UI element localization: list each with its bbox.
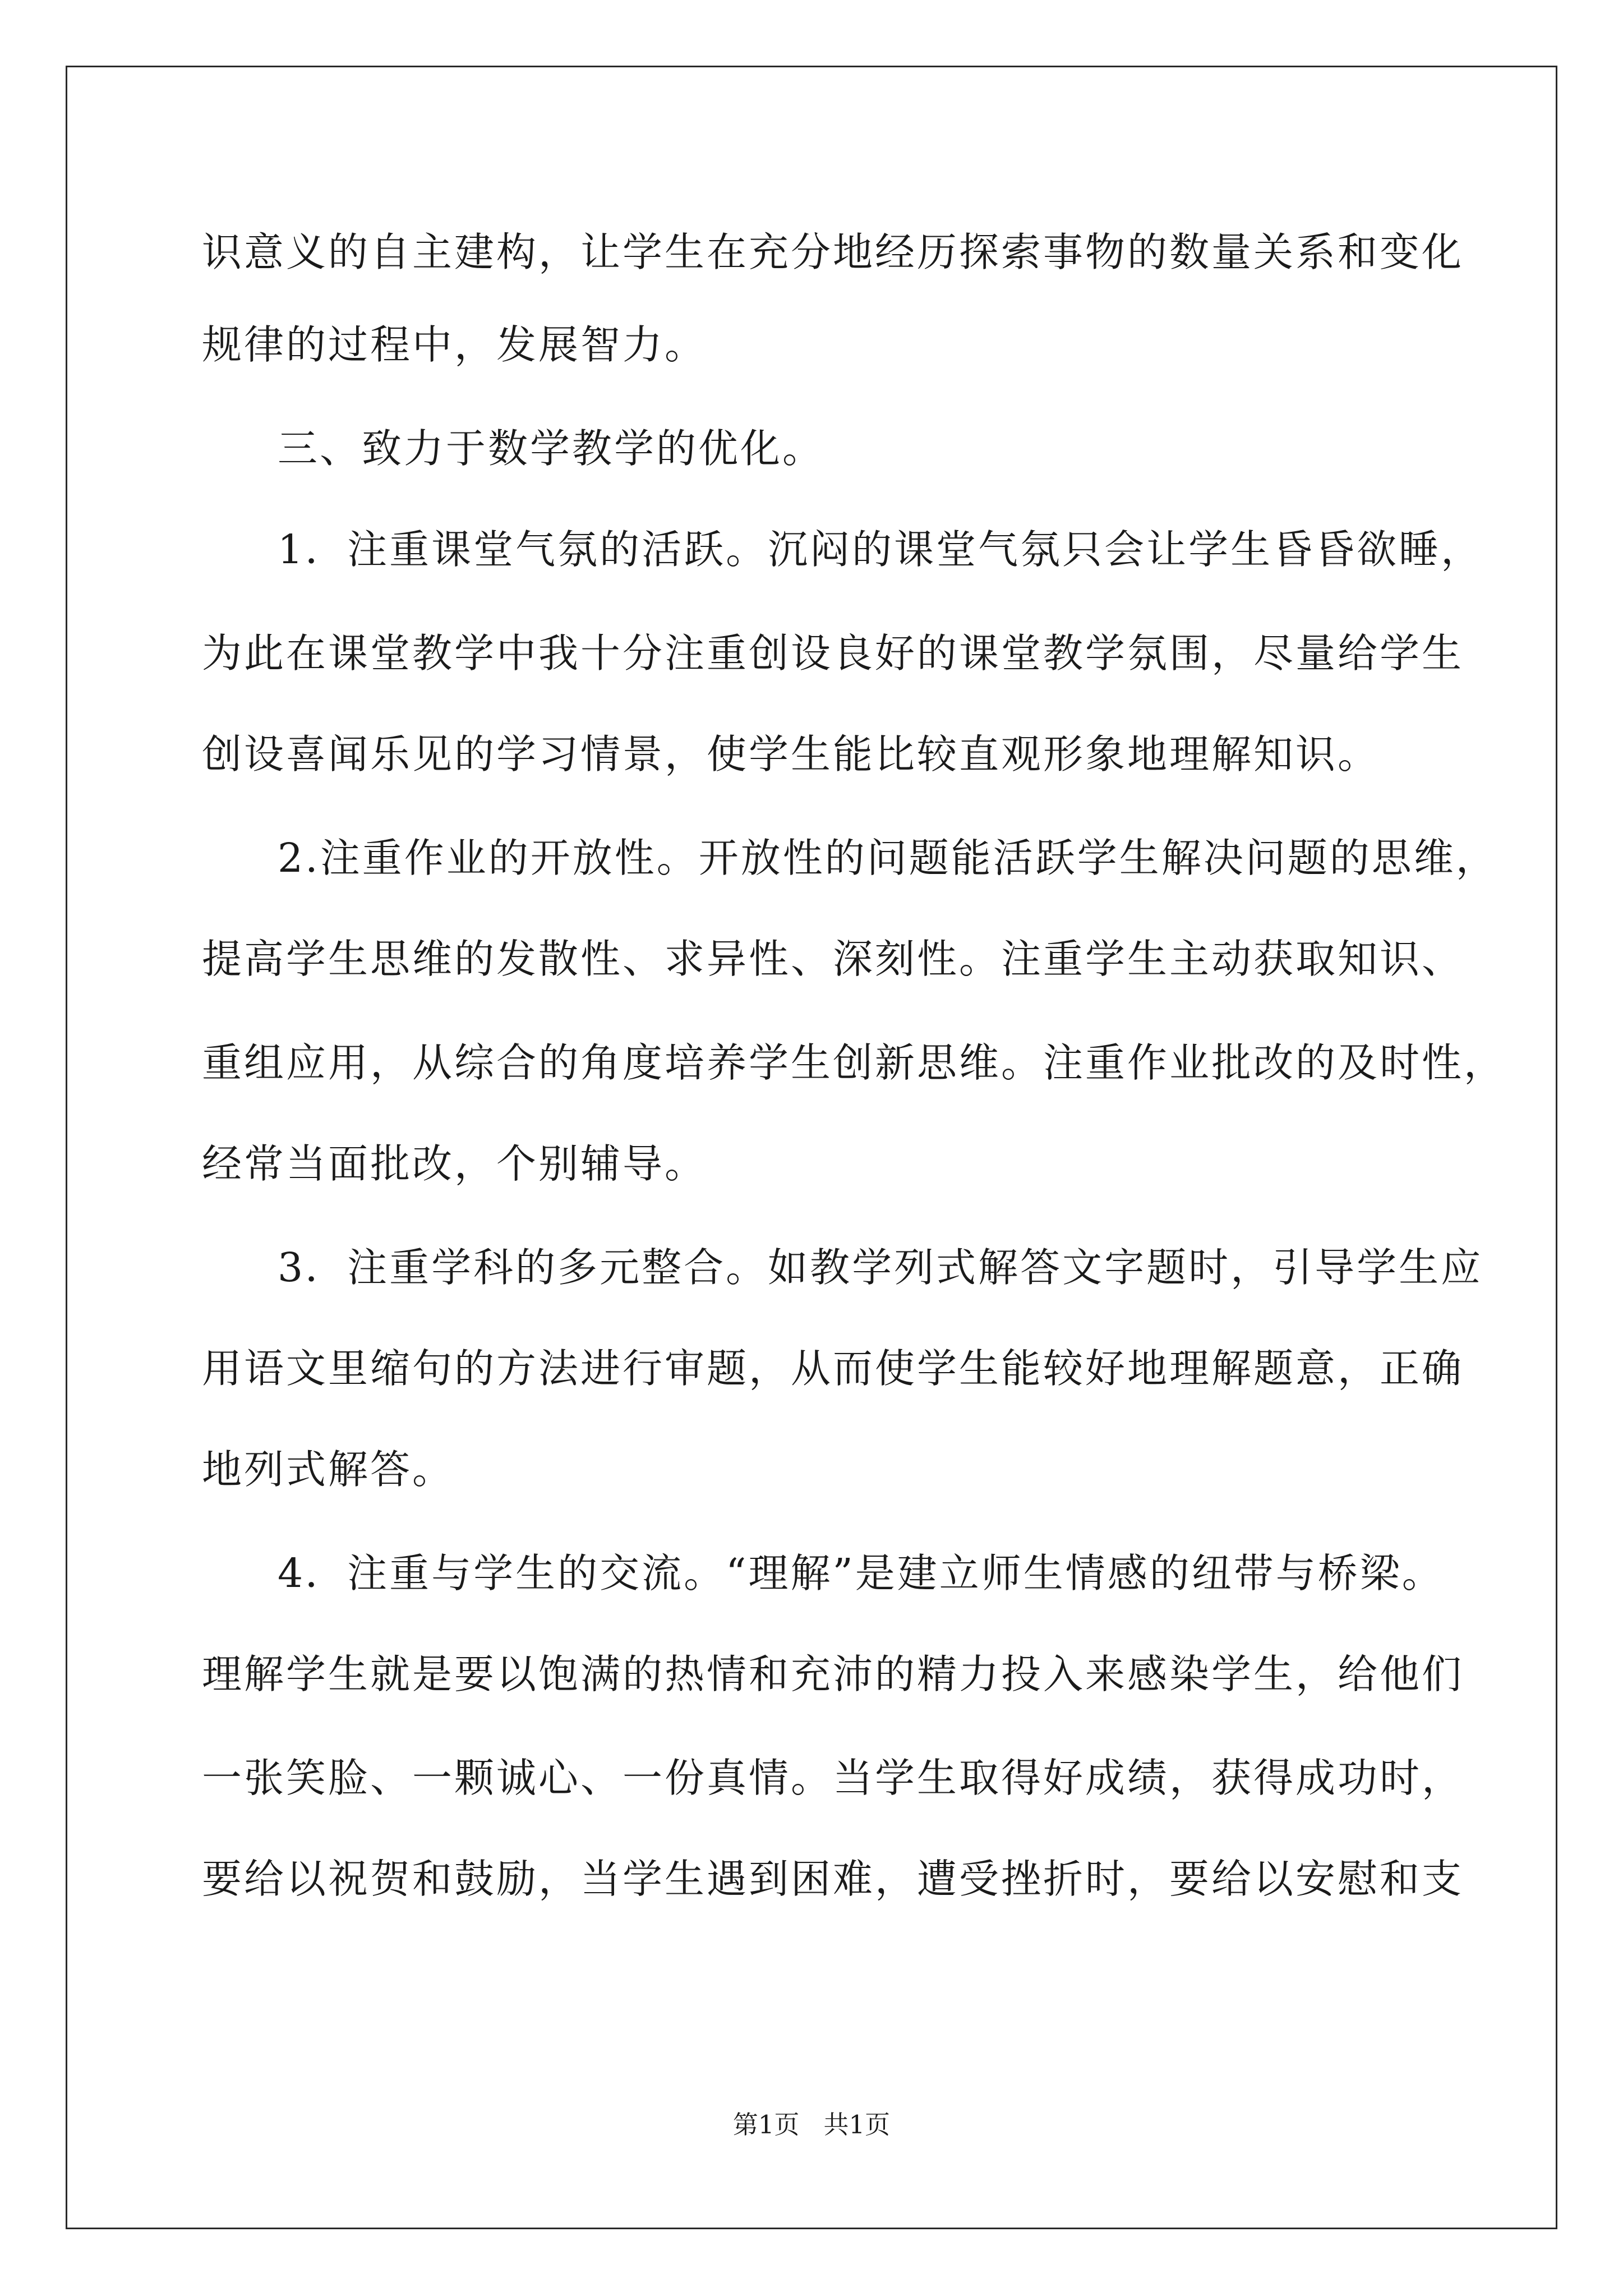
body-line-15: 理解学生就是要以饱满的热情和充沛的精力投入来感染学生，给他们 [202, 1651, 1464, 1697]
body-line-6: 创设喜闻乐见的学习情景，使学生能比较直观形象地理解知识。 [202, 731, 1380, 777]
body-line-7: 2.注重作业的开放性。开放性的问题能活跃学生解决问题的思维， [278, 835, 1498, 881]
body-line-5: 为此在课堂教学中我十分注重创设良好的课堂教学氛围，尽量给学生 [202, 630, 1464, 677]
body-line-13: 地列式解答。 [202, 1446, 455, 1493]
body-line-1: 识意义的自主建构，让学生在充分地经历探索事物的数量关系和变化 [202, 229, 1464, 275]
body-line-17: 要给以祝贺和鼓励，当学生遇到困难，遭受挫折时，要给以安慰和支 [202, 1856, 1464, 1902]
body-line-14: 4．注重与学生的交流。“理解”是建立师生情感的纽带与桥梁。 [278, 1550, 1444, 1596]
page-number-footer: 第1页 共1页 [732, 2110, 891, 2139]
body-line-9: 重组应用，从综合的角度培养学生创新思维。注重作业批改的及时性， [202, 1039, 1506, 1086]
body-line-8: 提高学生思维的发散性、求异性、深刻性。注重学生主动获取知识、 [202, 936, 1464, 982]
body-line-10: 经常当面批改，个别辅导。 [202, 1140, 707, 1187]
body-line-11: 3．注重学科的多元整合。如教学列式解答文字题时，引导学生应 [278, 1244, 1483, 1291]
body-line-12: 用语文里缩句的方法进行审题，从而使学生能较好地理解题意，正确 [202, 1345, 1464, 1392]
section-heading-3: 三、致力于数学教学的优化。 [278, 425, 825, 472]
body-line-4: 1．注重课堂气氛的活跃。沉闷的课堂气氛只会让学生昏昏欲睡， [278, 526, 1483, 573]
body-line-16: 一张笑脸、一颗诚心、一份真情。当学生取得好成绩，获得成功时， [202, 1755, 1464, 1801]
body-line-2: 规律的过程中，发展智力。 [202, 321, 707, 368]
